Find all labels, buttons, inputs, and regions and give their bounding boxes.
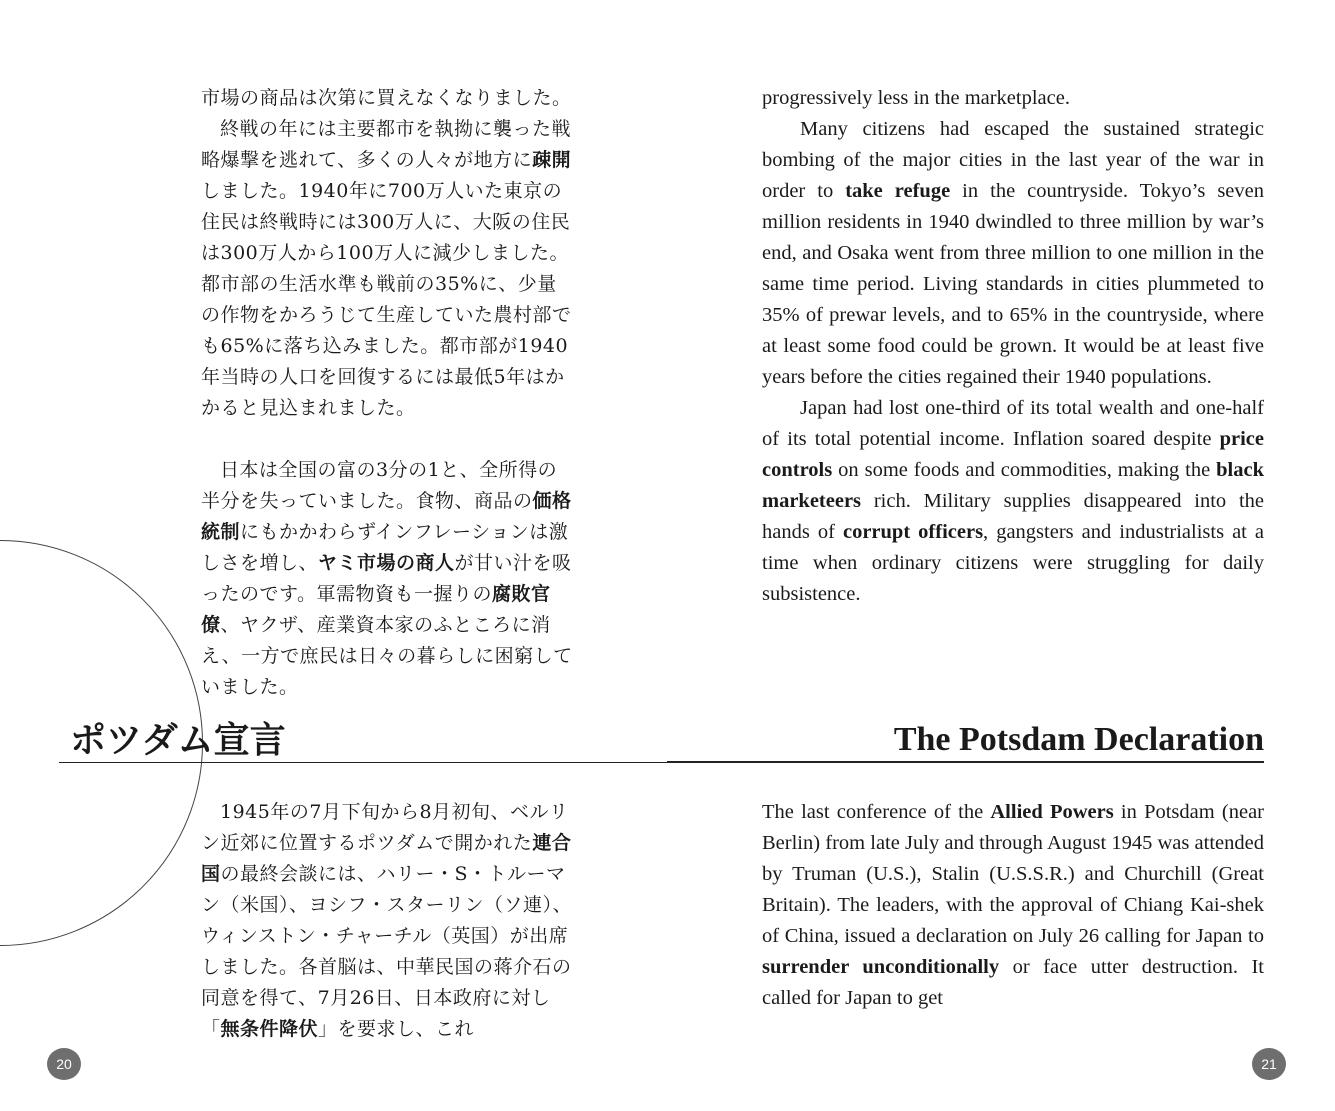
- left-page: [0, 0, 667, 1111]
- bold-term: 腐敗官僚: [201, 583, 551, 636]
- bold-term: take refuge: [845, 180, 951, 202]
- en-paragraph-3: Japan had lost one-third of its total wealth and one-half of its total potential income. Inflation soared despite price controls on some foods and commodities, making the black marketeers rich. Military supplies disappeared into the hands of corrupt officers, gangsters and industrialists at a time when ordinary citizens were struggling for daily subsistence.: [762, 397, 1264, 605]
- bold-term: ヤミ市場の商人: [318, 552, 455, 574]
- bold-term: surrender unconditionally: [762, 956, 1000, 978]
- page-number-right: 21: [1252, 1048, 1286, 1080]
- bold-term: 連合国: [201, 832, 572, 885]
- heading-rule-left: [59, 762, 667, 763]
- page-number-left: 20: [47, 1048, 81, 1080]
- bold-term: 価格統制: [201, 490, 572, 543]
- right-page: [667, 0, 1335, 1111]
- bold-term: 疎開: [532, 149, 572, 171]
- bold-term: corrupt officers: [842, 521, 984, 543]
- bold-term: Allied Powers: [990, 801, 1114, 823]
- section-heading-en: The Potsdam Declaration: [893, 721, 1264, 758]
- jp-paragraph-4: 1945年の7月下旬から8月初旬、ベルリン近郊に位置するポツダムで開かれた連合国の最終会談には、ハリー・S・トルーマン（米国）、ヨシフ・スターリン（ソ連）、ウィンストン・チャーチル（英国）が出席しました。各首脳は、中華民国の蒋介石の同意を得て、7月26日、日本政府に対し「無条件降伏」を要求し、これ: [201, 801, 573, 1040]
- heading-rule-right: [667, 761, 1264, 763]
- english-body-bottom: [762, 797, 1264, 1014]
- jp-paragraph-3: 日本は全国の富の3分の1と、全所得の半分を失っていました。食物、商品の価格統制にもかかわらずインフレーションは激しさを増し、ヤミ市場の商人が甘い汁を吸ったのです。軍需物資も一握りの腐敗官僚、ヤクザ、産業資本家のふところに消え、一方で庶民は日々の暮らしに困窮していました。: [201, 459, 573, 698]
- english-body-top: [762, 83, 1264, 610]
- section-heading-jp: ポツダム宣言: [70, 719, 286, 761]
- en-paragraph-1: progressively less in the marketplace.: [762, 87, 1070, 109]
- en-paragraph-4: The last conference of the Allied Powers in Potsdam (near Berlin) from late July and through August 1945 was attended by Truman (U.S.), Stalin (U.S.S.R.) and Churchill (Great Britain). The leaders, with the approval of Chiang Kai-shek of China, issued a declaration on July 26 calling for Japan to surrender unconditionally or face utter destruction. It called for Japan to get: [762, 801, 1265, 1009]
- japanese-body-top: [201, 83, 573, 703]
- jp-paragraph-1: 市場の商品は次第に買えなくなりました。: [201, 87, 572, 109]
- jp-paragraph-2: 終戦の年には主要都市を執拗に襲った戦略爆撃を逃れて、多くの人々が地方に疎開しました。1940年に700万人いた東京の住民は終戦時には300万人に、大阪の住民は300万人から100万人に減少しました。都市部の生活水準も戦前の35%に、少量の作物をかろうじて生産していた農村部でも65%に落ち込みました。都市部が1940年当時の人口を回復するには最低5年はかかると見込まれました。: [201, 118, 572, 419]
- bold-term: price controls: [762, 428, 1264, 481]
- en-paragraph-2: Many citizens had escaped the sustained strategic bombing of the major cities in the last year of the war in order to take refuge in the countryside. Tokyo’s seven million residents in 1940 dwindled to three million by war’s end, and Osaka went from three million to one million in the same time period. Living standards in cities plummeted to 35% of prewar levels, and to 65% in the countryside, where at least some food could be grown. It would be at least five years before the cities regained their 1940 populations.: [762, 118, 1265, 388]
- japanese-body-bottom: [201, 797, 573, 1045]
- bold-term: black marketeers: [762, 459, 1264, 512]
- bold-term: 無条件降伏: [220, 1018, 319, 1040]
- paragraph-gap: [201, 424, 573, 455]
